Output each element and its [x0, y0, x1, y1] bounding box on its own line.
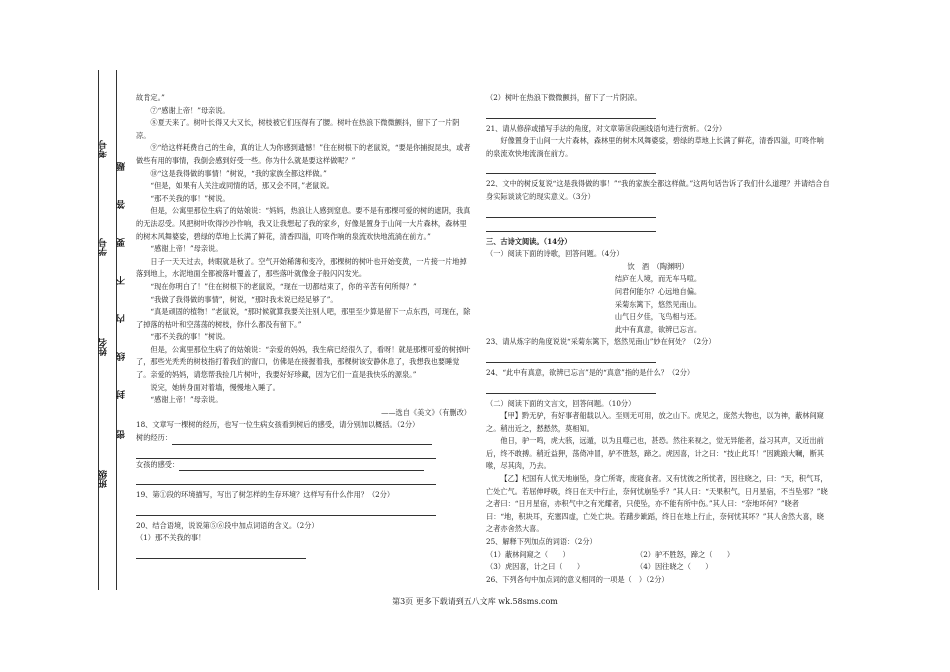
gutter-examno-label: 考号 [99, 140, 109, 158]
paragraph: “那不关我的事！”树说。 [150, 193, 230, 203]
quoted-sentence: 好像置身于山间一大片森林，森林里的树木风舞婆娑，碧绿的草地上长满了鲜花，清香四溢，叮咚作响的泉流欢快地流淌在前方。 [486, 136, 824, 158]
question-24: 24、“此中有真意，欲辨已忘言”是的“真意”指的是什么？（2分） [486, 367, 695, 377]
seal-char: 答 [117, 200, 127, 209]
question-25: 25、解释下列加点的词语：（2分） [486, 537, 597, 547]
question-25-item: （1）蔽林间窥之（ ） [486, 549, 570, 559]
answer-line[interactable] [136, 448, 436, 459]
seal-char: 题 [117, 162, 127, 171]
section-heading: 三、古诗文阅读。（14分） [486, 236, 572, 246]
right-column [486, 92, 830, 586]
answer-line[interactable] [136, 474, 436, 485]
classical-text-b: 【乙】杞国有人忧天地崩坠，身亡所寄，废寝食者。又有忧彼之所忧者，因往晓之，曰：“天，积气耳，亡处亡气。若屈伸呼吸，终日在天中行止，奈何忧崩坠乎？”其人曰：“天果积气，日月星宿，不当坠邪？”晓之者曰：“日月星宿，亦积气中之有光耀者，只使坠，亦不能有所中伤。”其人曰：“奈地坏何？”晓者曰：“地，积块耳，充塞四虚，亡处亡块。若躇步跐蹈，终日在地上行止，奈何忧其坏？”其人舍然大喜，晓之者亦舍然大喜。 [486, 474, 828, 534]
answer-line[interactable] [172, 434, 432, 445]
poem-line: 山气日夕佳，飞鸟相与还。 [614, 312, 702, 322]
answer-line[interactable] [486, 383, 656, 394]
question-20-item: （1）那不关我的事！ [136, 533, 206, 543]
paragraph: 故肯定。” [136, 93, 165, 102]
left-column [136, 92, 471, 559]
paragraph: 但是，公寓里那位生病了的姑娘说：“亲爱的妈妈，我生病已经很久了，看呀！就是那棵可爱的树掉叶了，那些光秃秃的树枝指打着我们的窗口，仿佛是在接握着我，那棵树该安静休息了，我想我也要睡觉了。亲爱的妈妈，请您帮我捡几片树叶，我要好好珍藏，因为它们一直是我快乐的源泉。” [136, 344, 471, 380]
page-footer: 第3页 更多下载请到五八文库 wk.58sms.com [392, 597, 558, 606]
gutter-seatno-label: 学号 [99, 238, 109, 256]
seal-char: 线 [117, 352, 127, 361]
source-citation: ——选自《美文》（有删改） [381, 407, 471, 417]
answer-line[interactable] [179, 460, 424, 471]
question-25-items [486, 561, 830, 574]
answer-row [136, 459, 471, 472]
paragraph: “但是，如果有人关注或同情的话，那又会不同，”老鼠说。 [150, 181, 334, 191]
poem-line: 此中有真意，欲辨已忘言。 [614, 324, 702, 334]
question-19: 19、第①段的环境描写，写出了树怎样的生存环境？这样写有什么作用？（2分） [136, 490, 395, 500]
answer-row [136, 432, 471, 445]
question-23: 23、请从炼字的角度说说“采菊东篱下，悠然见南山”妙在何处？（2分） [486, 337, 716, 347]
answer-line[interactable] [136, 505, 436, 516]
subsection-heading: （一）阅读下面的诗歌，回答问题。（4分） [486, 249, 624, 259]
poem-title: 饮 酒 （陶渊明） [627, 261, 689, 271]
question-20: 20、结合语境，说说第⑤⑥段中加点词语的含义。（2分） [136, 520, 319, 530]
question-25-items [486, 549, 830, 562]
gutter-class-label: 班级 [99, 470, 109, 488]
question-25-item: （3）虎因喜，计之曰（ ） [486, 562, 585, 572]
question-26: 26、下列各句中加点词的意义相同的一项是（ ）（2分） [486, 574, 669, 584]
paragraph: “我做了我得做的事情”，树说，“那时我未说已经足够了”。 [150, 294, 338, 304]
answer-line[interactable] [486, 221, 656, 232]
poem-line: 问君何能尔？心远地自偏。 [614, 286, 702, 296]
seal-char: 不 [117, 276, 127, 285]
classical-text-a: 【甲】黔无驴，有好事者船载以入。至则无可用，放之山下。虎见之，庞然大物也，以为神，蔽林间窥之。稍出近之，慭慭然，莫相知。 [486, 411, 824, 433]
question-18: 18、文章写一棵树的经历，也写一位生病女孩看到树后的感受，请分别加以概括。（2分） [136, 420, 420, 430]
paragraph: 但是，公寓里那位生病了的姑娘说：“妈妈，热浪让人感到窒息。要不是有那棵可爱的树的遮阴，我真的无法忍受。风把树叶吹得沙沙作响，我又让我想起了我的家乡，好像是置身于山间一大片森林，森林里的树木风舞婆娑，碧绿的草地上长满了鲜花，清香四溢，叮咚作响的泉流欢快地流淌在前方。” [136, 206, 471, 241]
answer-line[interactable] [486, 163, 656, 174]
answer-line[interactable] [486, 352, 656, 363]
gutter-name-label: 姓名 [99, 338, 109, 356]
seal-char: 内 [117, 314, 127, 323]
question-22: 22、文中的树反复说“这是我得做的事！”“我的家族全都这样做。”这两句话告诉了我们什么道理？并请结合自身实际谈谈它的现实意义。（3分） [486, 179, 830, 201]
seal-char: 封 [117, 390, 127, 399]
paragraph: ⑩“这是我得做的事情！”树说，“我的家族全都这样做。” [150, 168, 327, 178]
poem-line: 采菊东篱下，悠然见南山。 [614, 299, 702, 309]
question-21: 21、请从修辞或描写手法的角度，对文章第⑩段画线语句进行赏析。（2分） [486, 123, 727, 133]
paragraph: “真是顽固的植物！”老鼠说，“那时候就算我要关注别人吧，那里至少算是留下一点东西，可现在，除了掉落的枯叶和空荡荡的树枝，你什么都没有留下。” [136, 307, 471, 329]
poem-line: 结庐在人境，而无车马喧。 [614, 274, 702, 284]
question-20-item: （2）树叶在热浪下微微颤抖，留下了一片阴凉。 [486, 93, 642, 102]
paragraph: “感谢上帝！”母亲说。 [150, 244, 223, 254]
binding-gutter [72, 70, 132, 590]
subsection-heading: （二）阅读下面的文言文，回答问题。（10分） [486, 398, 636, 408]
paragraph: ⑧夏天来了。树叶长得又大又长，树枝被它们压得有了腰。树叶在热浪下微微颤抖，留下了一片阴凉。 [136, 118, 460, 140]
answer-line[interactable] [486, 108, 656, 119]
paragraph: ⑨“给这样耗费自己的生命，真的让人为你感到遗憾！”住在树根下的老鼠说，“要是你捕捉昆虫，或者做些有用的事情，我倒会感到好受一些。你为什么就是要这样做呢？” [136, 143, 471, 165]
answer-line[interactable] [486, 207, 656, 218]
question-25-item: （2）驴不胜怒，蹄之（ ） [636, 549, 735, 559]
seal-char: 密 [117, 430, 127, 439]
answer-label: 女孩的感受： [136, 459, 180, 469]
classical-text-a: 他日，驴一鸣，虎大骇，远遁，以为且噬己也，甚恐。然往来视之，觉无异能者，益习其声，又近出前后，终不敢搏。稍近益狎，荡倚冲冒，驴不胜怒，蹄之。虎因喜，计之曰：“技止此耳！”因跳踉大㘎，断其喉，尽其肉，乃去。 [486, 436, 824, 471]
paragraph: ⑦“感谢上帝！”母亲说。 [150, 105, 230, 115]
paragraph: “现在你明白了！”住在树根下的老鼠说，“现在一切都结束了，你的辛苦有何所得？” [150, 281, 417, 291]
paragraph: 日子一天天过去，转眼就是秋了。空气开始稀薄和变冷，那棵树的树叶也开始变黄，一片接一片地掉落到地上，水泥地面全都被落叶覆盖了，那些落叶就像金子般闪闪发光。 [136, 256, 467, 279]
paragraph: “感谢上帝！”母亲说。 [150, 395, 223, 405]
question-25-item: （4）因往晓之（ ） [636, 562, 713, 572]
answer-label: 树的经历： [136, 433, 172, 443]
seal-char: 要 [117, 238, 127, 247]
answer-line[interactable] [136, 548, 306, 559]
paragraph: “那不关我的事！”树说。 [150, 332, 230, 342]
gutter-line [116, 70, 117, 590]
paragraph: 说完，她转身面对着墙，慢慢地入睡了。 [150, 382, 280, 392]
